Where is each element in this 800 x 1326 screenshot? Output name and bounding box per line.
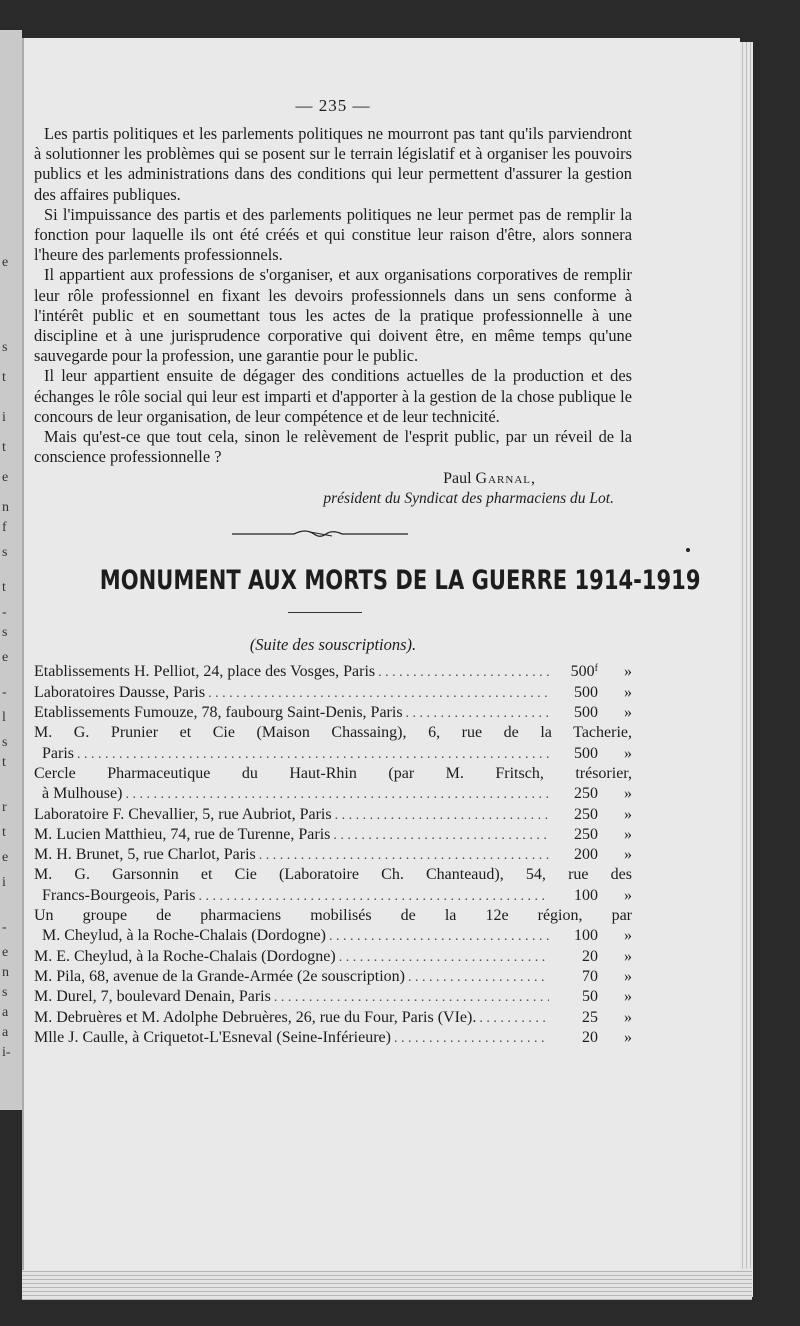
margin-letter: e xyxy=(2,255,9,270)
section-heading: MONUMENT AUX MORTS DE LA GUERRE 1914-1919 xyxy=(99,565,701,597)
paragraph: Il appartient aux professions de s'organiser, et aux organisations corporatives de remplir leur rôle professionnel en fixant les devoirs professionnels dans un sens conforme à l'intérêt public et en soumettant tous les actes de la pratique professionnelle à une discipline et à une jurisprudence corporative qui doivent être, en même temps qu'une sauvegarde pour la profession, une garantie pour le public. xyxy=(34,265,632,366)
subscription-amount xyxy=(552,704,598,722)
subscriber-label: M. G. Prunier et Cie (Maison Chassaing), 6, rue de la Tacherie, xyxy=(34,724,632,742)
amount-value: 25 xyxy=(582,1008,598,1026)
subscription-amount xyxy=(552,988,598,1006)
amount-value: 200 xyxy=(574,846,598,864)
subscription-row xyxy=(34,927,632,947)
amount-value: 500 xyxy=(574,704,598,722)
subscriber-label: M. Pila, 68, avenue de la Grande-Armée (2e souscription) xyxy=(34,967,405,985)
centimes-mark: » xyxy=(624,825,632,843)
section-subheading: (Suite des souscriptions). xyxy=(249,635,417,655)
subscription-amount xyxy=(552,806,598,824)
margin-letter: - xyxy=(2,920,7,935)
subscription-row xyxy=(34,887,632,907)
amount-value: 100 xyxy=(574,886,598,904)
centimes-mark: » xyxy=(624,967,632,985)
amount-value: 250 xyxy=(574,825,598,843)
signature-title: président du Syndicat des pharmaciens du Lot. xyxy=(323,490,614,508)
subscription-row xyxy=(34,785,632,805)
dot-leader xyxy=(208,686,549,702)
subscriber-label: M. Cheylud, à la Roche-Chalais (Dordogne) xyxy=(42,927,326,945)
centimes-mark: » xyxy=(624,1028,632,1046)
margin-letter: f xyxy=(2,520,7,535)
subscription-amount xyxy=(552,927,598,945)
dot-leader xyxy=(274,990,549,1006)
amount-value: 20 xyxy=(582,947,598,965)
subscriber-label: à Mulhouse) xyxy=(42,785,123,803)
subscription-amount xyxy=(552,1009,598,1027)
centimes-mark: » xyxy=(624,744,632,762)
ornament-divider-icon xyxy=(232,529,408,539)
amount-value: 20 xyxy=(582,1028,598,1046)
subscription-row xyxy=(34,826,632,846)
subscription-row xyxy=(34,866,632,886)
subscriber-label: M. Debruères et M. Adolphe Debruères, 26, rue du Four, Paris (VIe). xyxy=(34,1008,477,1026)
subscriber-label: M. Durel, 7, boulevard Denain, Paris xyxy=(34,988,271,1006)
subscriber-label: M. G. Garsonnin et Cie (Laboratoire Ch. Chanteaud), 54, rue des xyxy=(34,866,632,884)
margin-letter: n xyxy=(2,965,9,980)
margin-letter: l xyxy=(2,710,6,725)
subscription-amount xyxy=(552,684,598,702)
subscriber-label: M. H. Brunet, 5, rue Charlot, Paris xyxy=(34,846,256,864)
centimes-mark: » xyxy=(624,805,632,823)
dot-leader xyxy=(77,747,549,763)
margin-letter: a xyxy=(2,1025,9,1040)
margin-letter: t xyxy=(2,580,6,595)
amount-value: 250 xyxy=(574,785,598,803)
amount-value: 100 xyxy=(574,927,598,945)
dot-leader xyxy=(378,665,549,681)
dot-leader xyxy=(339,950,549,966)
dot-leader xyxy=(333,828,549,844)
signature-first-name: Paul xyxy=(443,470,472,488)
dot-leader xyxy=(259,848,549,864)
margin-letter: t xyxy=(2,440,6,455)
paragraph: Si l'impuissance des partis et des parlements politiques ne leur permet pas de remplir la fonction pour laquelle ils ont été créés et qui constitue leur raison d'être, alors sonnera l'heure des parlements professionnels. xyxy=(34,204,632,265)
subscriber-label: Francs-Bourgeois, Paris xyxy=(42,886,196,904)
margin-letter: - xyxy=(2,685,7,700)
subscription-row xyxy=(34,1029,632,1049)
amount-value: 70 xyxy=(582,967,598,985)
subscription-row xyxy=(34,907,632,927)
dot-leader xyxy=(479,1011,549,1027)
amount-value: 500 xyxy=(574,683,598,701)
margin-letter: s xyxy=(2,735,8,750)
subscriber-label: Cercle Pharmaceutique du Haut-Rhin (par M. Fritsch, trésorier, xyxy=(34,764,632,782)
subscriber-label: Laboratoires Dausse, Paris xyxy=(34,683,206,701)
margin-letter: t xyxy=(2,370,6,385)
amount-value: 50 xyxy=(582,988,598,1006)
subscriber-label: Etablissements Fumouze, 78, faubourg Saint-Denis, Paris xyxy=(34,704,403,722)
margin-letter: i xyxy=(2,875,6,890)
dot-leader xyxy=(335,808,549,824)
margin-letter: n xyxy=(2,500,9,515)
subscription-amount xyxy=(552,663,598,681)
dot-leader xyxy=(408,970,549,986)
margin-letter: t xyxy=(2,755,6,770)
subscription-list xyxy=(34,663,632,1049)
margin-letter: e xyxy=(2,650,9,665)
centimes-mark: » xyxy=(624,1008,632,1026)
centimes-mark: » xyxy=(624,947,632,965)
signature-last-name: Garnal, xyxy=(475,470,536,488)
page-content xyxy=(34,38,701,1049)
subscription-row xyxy=(34,745,632,765)
amount-value: 500 xyxy=(574,744,598,762)
amount-value: 250 xyxy=(574,805,598,823)
paragraph: Les partis politiques et les parlements politiques ne mourront pas tant qu'ils parviendront à solutionner les problèmes qui se posent sur le terrain législatif et à organiser les pouvoirs publics et les administrations dans des conditions qui leur permettent d'assurer la gestion des affaires publiques. xyxy=(34,124,632,204)
signature-name xyxy=(34,468,632,489)
centimes-mark: » xyxy=(624,846,632,864)
margin-letter: s xyxy=(2,545,8,560)
margin-letter: i- xyxy=(2,1045,11,1060)
subscription-row xyxy=(34,846,632,866)
amount-value: 500 xyxy=(570,663,595,681)
dot-leader xyxy=(198,889,549,905)
dot-leader xyxy=(329,929,549,945)
subscription-row xyxy=(34,704,632,724)
dot-leader xyxy=(406,706,549,722)
subscription-amount xyxy=(552,785,598,803)
subscription-amount xyxy=(552,1029,598,1047)
subscriber-label: Laboratoire F. Chevallier, 5, rue Aubriot, Paris xyxy=(34,805,332,823)
subscription-row xyxy=(34,663,632,683)
book-page xyxy=(22,38,740,1270)
subscription-amount xyxy=(552,745,598,763)
margin-letter: a xyxy=(2,1005,9,1020)
margin-letter: e xyxy=(2,945,9,960)
subscription-amount xyxy=(552,948,598,966)
margin-letter: s xyxy=(2,340,8,355)
subscription-row xyxy=(34,948,632,968)
centimes-mark: » xyxy=(624,927,632,945)
subscriber-label: M. E. Cheylud, à la Roche-Chalais (Dordogne) xyxy=(34,947,336,965)
centimes-mark: » xyxy=(624,683,632,701)
paragraph: Il leur appartient ensuite de dégager des conditions actuelles de la production et des échanges le rôle social qui leur est imparti et d'apporter à la gestion de la chose publique le concours de leur organisation, de leur compétence et de leur technicité. xyxy=(34,366,632,426)
margin-letter: r xyxy=(2,800,7,815)
margin-letter: e xyxy=(2,470,9,485)
subscription-amount xyxy=(552,887,598,905)
centimes-mark: » xyxy=(624,988,632,1006)
subscriber-label: Etablissements H. Pelliot, 24, place des Vosges, Paris xyxy=(34,663,376,681)
subscriber-label: Mlle J. Caulle, à Criquetot-L'Esneval (Seine-Inférieure) xyxy=(34,1028,391,1046)
subscription-row xyxy=(34,1009,632,1029)
margin-letter: e xyxy=(2,850,9,865)
heading-rule xyxy=(288,612,362,613)
margin-letter: - xyxy=(2,605,7,620)
subscription-amount xyxy=(552,846,598,864)
centimes-mark: » xyxy=(624,785,632,803)
paragraph: Mais qu'est-ce que tout cela, sinon le relèvement de l'esprit public, par un réveil de la conscience professionnelle ? xyxy=(34,427,632,467)
subscriber-label: Un groupe de pharmaciens mobilisés de la 12e région, par xyxy=(34,907,632,925)
subscription-amount xyxy=(552,968,598,986)
subscription-row xyxy=(34,724,632,744)
amount-unit: f xyxy=(594,663,598,675)
subscription-row xyxy=(34,988,632,1008)
subscription-row xyxy=(34,806,632,826)
dot-leader xyxy=(125,787,549,803)
subscription-amount xyxy=(552,826,598,844)
subscription-row xyxy=(34,684,632,704)
subscriber-label: M. Lucien Matthieu, 74, rue de Turenne, Paris xyxy=(34,825,331,843)
page-number: — 235 — xyxy=(295,96,371,115)
dot-leader xyxy=(394,1031,549,1047)
centimes-mark: » xyxy=(624,663,632,681)
subscriber-label: Paris xyxy=(42,744,74,762)
centimes-mark: » xyxy=(624,704,632,722)
page-stack-bottom xyxy=(22,1268,752,1300)
margin-letter: s xyxy=(2,985,8,1000)
margin-letter: s xyxy=(2,625,8,640)
ink-spot xyxy=(686,548,690,552)
margin-letter: i xyxy=(2,410,6,425)
subscription-row xyxy=(34,765,632,785)
margin-letter: t xyxy=(2,825,6,840)
subscription-row xyxy=(34,968,632,988)
centimes-mark: » xyxy=(624,886,632,904)
previous-page-edge xyxy=(0,30,22,1110)
